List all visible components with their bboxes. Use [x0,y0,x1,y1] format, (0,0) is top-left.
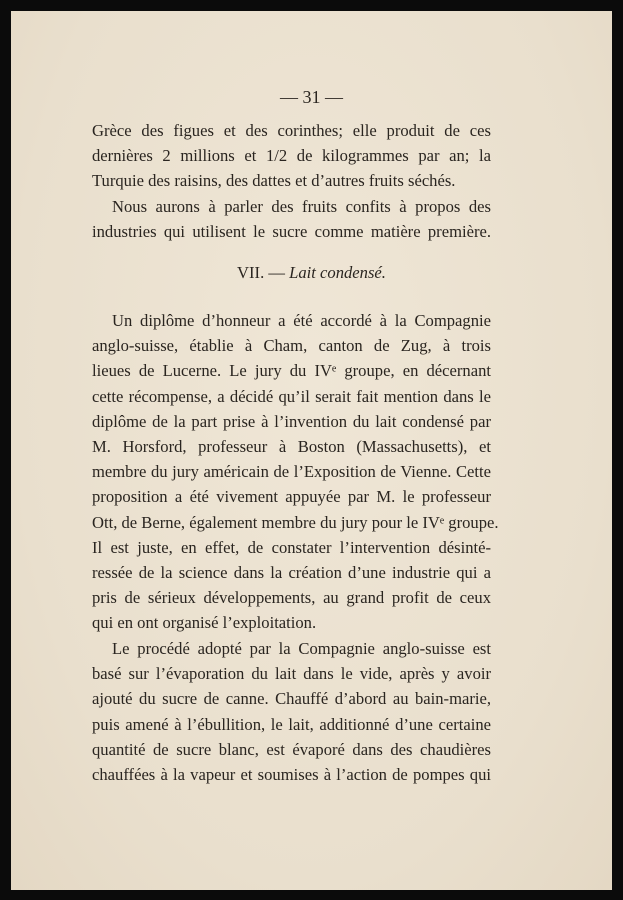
text-line: anglo-suisse, établie à Cham, canton de Zug, à trois [92,336,491,356]
text-line: Ott, de Berne, également membre du jury pour le IVᵉ groupe. [92,512,499,532]
text-line: Nous aurons à parler des fruits confits à propos des [112,196,491,216]
text-line: Turquie des raisins, des dattes et d’autres fruits séchés. [92,171,456,191]
text-line: ressée de la science dans la création d’une industrie qui a [92,562,491,582]
text-line: puis amené à l’ébullition, le lait, additionné d’une certaine [92,714,491,734]
section-title: Lait condensé. [289,263,386,282]
text-line: M. Horsford, professeur à Boston (Massachusetts), et [92,436,491,456]
text-line: qui en ont organisé l’exploitation. [92,613,317,633]
text-line: ajouté du sucre de canne. Chauffé d’abord au bain-marie, [92,689,491,709]
text-line: lieues de Lucerne. Le jury du IVᵉ groupe, en décernant [92,361,491,381]
paragraph-4 [92,636,491,787]
text-line: basé sur l’évaporation du lait dans le vide, après y avoir [92,664,491,684]
scanned-page [11,11,612,890]
text-line: cette récompense, a décidé qu’il serait fait mention dans le [92,386,491,406]
text-line: quantité de sucre blanc, est évaporé dans des chaudières [92,739,491,759]
paragraph-3 [92,308,499,635]
text-line: Il est juste, en effet, de constater l’intervention désinté- [92,537,491,557]
text-line: pris de sérieux développements, au grand profit de ceux [92,588,491,608]
text-line: membre du jury américain de l’Exposition de Vienne. Cette [92,462,491,482]
section-number: VII. — [237,263,285,282]
section-heading [11,263,612,283]
paragraph-2 [92,194,491,244]
paragraph-1 [92,118,491,194]
text-line: proposition a été vivement appuyée par M. le professeur [92,487,491,507]
text-line: dernières 2 millions et 1/2 de kilogrammes par an; la [92,146,491,166]
text-line: Le procédé adopté par la Compagnie anglo-suisse est [112,639,491,658]
page-number: — 31 — [280,87,343,107]
text-line: Un diplôme d’honneur a été accordé à la Compagnie [112,311,491,330]
text-line: Grèce des figues et des corinthes; elle produit de ces [92,121,491,140]
text-line: diplôme de la part prise à l’invention du lait condensé par [92,411,491,431]
text-line: industries qui utilisent le sucre comme matière première. [92,221,491,241]
text-line: chauffées à la vapeur et soumises à l’action de pompes qui [92,764,491,784]
